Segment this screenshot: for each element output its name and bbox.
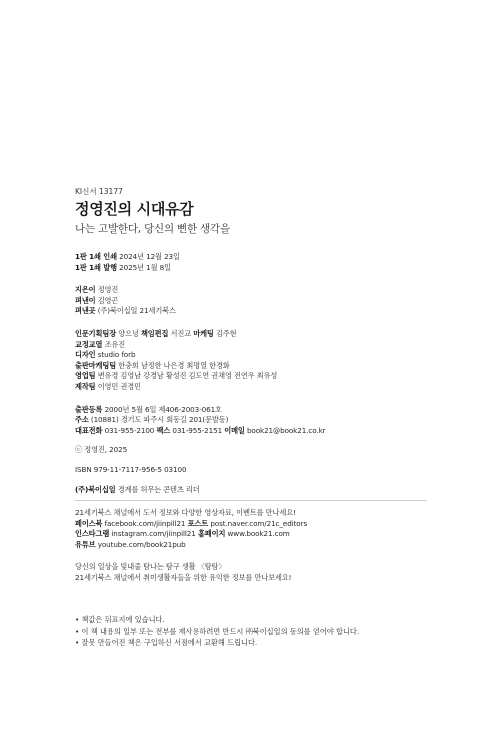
publisher-label: 펴낸이	[75, 295, 96, 305]
publisher-line	[75, 296, 475, 307]
divider	[75, 500, 427, 501]
brand-name: (주)북이십일	[75, 484, 116, 494]
staff-row-marketing	[75, 361, 475, 372]
printing-label: 1판 1쇄 인쇄	[75, 252, 117, 261]
staff-value: 양으녕	[118, 328, 139, 338]
imprint-label: 펴낸곳	[75, 306, 96, 316]
printing-value: 2024년 12월 23일	[119, 252, 180, 261]
staff-value: 변유경 김영남 강경남 황성진 김도연 권채영 전연우 최유성	[97, 371, 278, 381]
note-item-price: • 책값은 뒤표지에 있습니다.	[75, 615, 165, 624]
instagram-link[interactable]: instagram.com/jiinpill21	[111, 529, 196, 539]
address-value: (10881) 경기도 파주시 회동길 201(문발동)	[90, 415, 229, 425]
author-label: 지은이	[75, 285, 96, 295]
facebook-link[interactable]: facebook.com/jiinpill21	[104, 518, 186, 528]
fax-value: 031-955-2151	[172, 425, 223, 435]
channels-intro: 21세기북스 채널에서 도서 정보와 다양한 영상자료, 이벤트를 만나세요!	[75, 508, 296, 518]
staff-value: 김주현	[215, 328, 237, 338]
staff-row-proofreading	[75, 340, 475, 351]
staff-label: 인문기획팀장	[75, 328, 117, 338]
staff-row-production	[75, 382, 475, 393]
homepage-label: 홈페이지	[197, 529, 226, 539]
post-link[interactable]: post.naver.com/21c_editors	[210, 518, 308, 528]
youtube-line	[75, 540, 475, 551]
podcast-line-2: 21세기북스 채널에서 취미생활자들을 위한 유익한 정보를 만나보세요!	[75, 573, 292, 583]
instagram-label: 인스타그램	[75, 529, 110, 539]
notes-list	[75, 614, 475, 649]
printing-value: 2025년 1월 8일	[119, 262, 171, 272]
facebook-post-line	[75, 519, 475, 530]
staff-label: 책임편집	[140, 328, 169, 338]
publisher-value: 김영곤	[97, 295, 119, 305]
isbn: ISBN 979-11-7117-956-5 03100	[75, 464, 187, 474]
people-info	[75, 285, 475, 317]
youtube-link[interactable]: youtube.com/book21pub	[97, 539, 186, 549]
registration-info	[75, 405, 475, 437]
staff-label: 제작팀	[75, 381, 96, 391]
email-value: book21@book21.co.kr	[246, 425, 326, 435]
colophon	[75, 187, 475, 584]
phone-value: 031-955-2100	[104, 425, 155, 435]
printing-line-1	[75, 252, 475, 263]
brand-tagline: 경계를 허무는 콘텐츠 리더	[117, 484, 200, 494]
phone-label: 대표전화	[75, 425, 103, 435]
channels-info	[75, 508, 475, 550]
printing-label: 1판 1쇄 발행	[75, 262, 117, 272]
staff-value: 이영민 권경민	[97, 381, 141, 391]
imprint-line	[75, 306, 475, 317]
staff-row-design	[75, 350, 475, 361]
staff-label: 영업팀	[75, 371, 96, 381]
registration-line	[75, 405, 475, 416]
imprint-value: (주)북이십일 21세기북스	[97, 306, 176, 316]
address-line	[75, 415, 475, 426]
staff-label: 출판마케팅팀	[75, 360, 117, 370]
printing-info	[75, 252, 475, 273]
staff-label: 디자인	[75, 350, 96, 360]
staff-value: studio forb	[97, 350, 136, 360]
author-value: 정영진	[97, 285, 119, 295]
staff-label: 마케팅	[193, 328, 214, 338]
podcast-line-1: 당신의 일상을 빛내줄 탐나는 탐구 생활 〈탐탐〉	[75, 562, 226, 572]
staff-info	[75, 329, 475, 393]
instagram-homepage-line	[75, 529, 475, 540]
homepage-link[interactable]: www.book21.com	[227, 529, 290, 539]
staff-value: 조유진	[104, 339, 126, 349]
staff-row-editing	[75, 329, 475, 340]
book-title: 정영진의 시대유감	[75, 200, 194, 218]
fax-label: 팩스	[156, 425, 171, 435]
note-item-exchange: • 잘못 만들어진 책은 구입하신 서점에서 교환해 드립니다.	[75, 638, 258, 647]
podcast-info	[75, 562, 475, 583]
series-number: KI신서 13177	[75, 187, 123, 196]
facebook-label: 페이스북	[75, 518, 103, 528]
email-label: 이메일	[224, 425, 245, 435]
staff-value: 서진교	[170, 328, 192, 338]
copyright-notice: ⓒ 정영진, 2025	[75, 445, 128, 455]
address-label: 주소	[75, 415, 89, 425]
book-subtitle: 나는 고발한다, 당신의 뻔한 생각을	[75, 223, 230, 235]
brand-line	[75, 485, 475, 496]
author-line	[75, 285, 475, 296]
printing-line-2	[75, 263, 475, 274]
post-label: 포스트	[187, 518, 209, 528]
youtube-label: 유튜브	[75, 539, 96, 549]
registration-value: 2000년 5월 6일 제406-2003-061호	[104, 404, 222, 414]
staff-row-sales	[75, 371, 475, 382]
registration-label: 출판등록	[75, 404, 103, 414]
note-item-permission: • 이 책 내용의 일부 또는 전부를 재사용하려면 반드시 ㈜북이십일의 동의를 얻어야 합니다.	[75, 626, 360, 636]
contact-line	[75, 426, 475, 437]
staff-label: 교정교열	[75, 339, 103, 349]
staff-value: 한충희 남정한 나은경 최명열 한경화	[118, 360, 230, 370]
